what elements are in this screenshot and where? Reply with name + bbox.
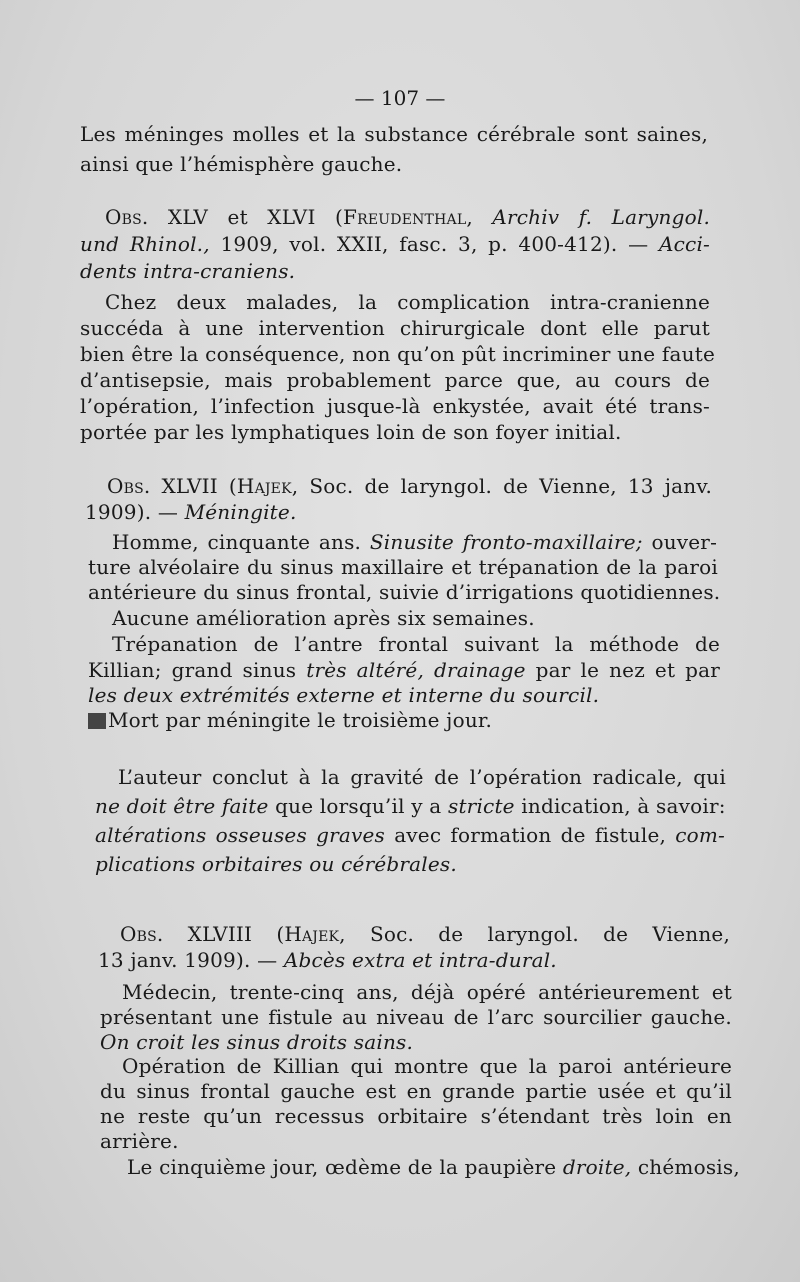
text-line: Trépanation de l’antre frontal suivant la méthode de xyxy=(112,632,720,656)
text-line: Le cinquième jour, œdème de la paupière droite, chémosis, xyxy=(127,1155,740,1179)
text-line: Opération de Killian qui montre que la paroi antérieure xyxy=(122,1054,732,1078)
page-number: — 107 — xyxy=(354,86,446,110)
text-line: succéda à une intervention chirurgicale dont elle parut xyxy=(80,316,710,340)
obs-header: 1909). — Méningite. xyxy=(85,500,297,524)
obs-header: Obs. XLV et XLVI (Freudenthal, Archiv f. Laryngol. xyxy=(105,205,711,229)
text-line: Les méninges molles et la substance cérébrale sont saines, xyxy=(80,122,708,146)
text-line: ne reste qu’un recessus orbitaire s’étendant très loin en xyxy=(100,1104,732,1128)
obs-title: dents intra-craniens. xyxy=(80,259,296,283)
text-line: du sinus frontal gauche est en grande partie usée et qu’il xyxy=(100,1079,732,1103)
text-line: Killian; grand sinus très altéré, drainage par le nez et par xyxy=(88,658,721,682)
text-line: arrière. xyxy=(100,1129,179,1153)
text-line: Médecin, trente-cinq ans, déjà opéré antérieurement et xyxy=(122,980,732,1004)
text-line: portée par les lymphatiques loin de son foyer initial. xyxy=(80,420,622,444)
text-line: d’antisepsie, mais probablement parce que, au cours de xyxy=(80,368,710,392)
text-line: plications orbitaires ou cérébrales. xyxy=(95,852,457,876)
ink-mark xyxy=(88,713,106,729)
text-line: On croit les sinus droits sains. xyxy=(100,1030,414,1054)
text-line: Chez deux malades, la complication intra-cranienne xyxy=(105,290,710,314)
text-line: ainsi que l’hémisphère gauche. xyxy=(80,152,403,176)
text-line: l’opération, l’infection jusque-là enkystée, avait été trans- xyxy=(80,394,710,418)
obs-header: Obs. XLVII (Hajek, Soc. de laryngol. de Vienne, 13 janv. xyxy=(107,474,713,498)
text-line: altérations osseuses graves avec formation de fistule, com- xyxy=(95,823,725,847)
text-line: Mort par méningite le troisième jour. xyxy=(88,708,492,732)
text-line: antérieure du sinus frontal, suivie d’irrigations quotidiennes. xyxy=(88,580,721,604)
text-line: présentant une fistule au niveau de l’arc sourcilier gauche. xyxy=(100,1005,732,1029)
text-line: ne doit être faite que lorsqu’il y a stricte indication, à savoir: xyxy=(95,794,726,818)
obs-header: und Rhinol., 1909, vol. XXII, fasc. 3, p. 400-412). — Acci- xyxy=(80,232,710,256)
text-line: bien être la conséquence, non qu’on pût incriminer une faute xyxy=(80,342,715,366)
text-line: Aucune amélioration après six semaines. xyxy=(112,606,535,630)
text-line: ture alvéolaire du sinus maxillaire et trépanation de la paroi xyxy=(88,555,718,579)
obs-header: 13 janv. 1909). — Abcès extra et intra-dural. xyxy=(98,948,557,972)
text-line: Homme, cinquante ans. Sinusite fronto-maxillaire; ouver- xyxy=(112,530,718,554)
obs-header: Obs. XLVIII (Hajek, Soc. de laryngol. de Vienne, xyxy=(120,922,731,946)
text-line: L’auteur conclut à la gravité de l’opération radicale, qui xyxy=(118,765,726,789)
text-line: les deux extrémités externe et interne du sourcil. xyxy=(88,683,600,707)
